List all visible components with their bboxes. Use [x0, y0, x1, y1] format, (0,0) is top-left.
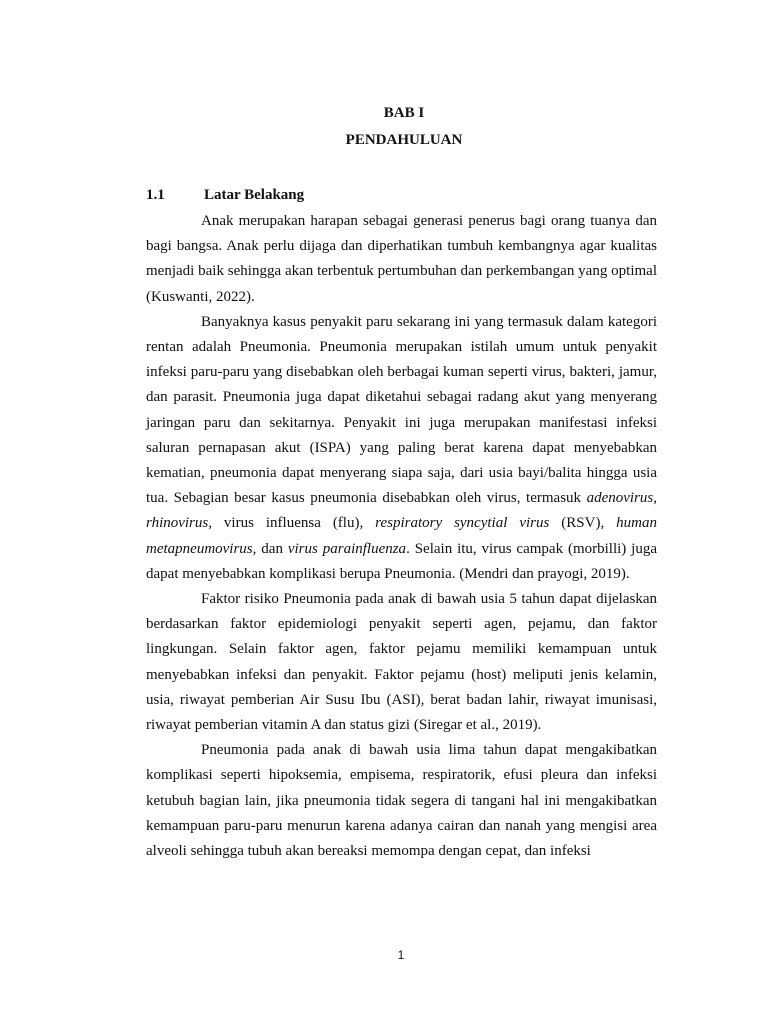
text-run: , — [653, 490, 657, 507]
italic-term: adenovirus — [586, 490, 654, 507]
chapter-title: PENDAHULUAN — [345, 132, 463, 148]
text-run: Pneumonia pada anak di bawah usia lima tahun dapat mengakibatkan komplikasi seperti hipoksemia, empisema, respiratorik, efusi pleura dan infeksi ketubuh bagian lain, jika pneumonia tidak segera di tangani hal ini mengakibatkan kemampuan paru-paru menurun karena adanya cairan dan nanah yang mengisi area alveoli sehingga tubuh akan bereaksi memompa dengan cepat, dan infeksi — [146, 742, 657, 860]
body-text — [146, 209, 657, 864]
italic-term: rhinovirus — [146, 515, 209, 532]
text-run: Faktor risiko Pneumonia pada anak di bawah usia 5 tahun dapat dijelaskan berdasarkan faktor epidemiologi penyakit seperti agen, pejamu, dan faktor lingkungan. Selain faktor agen, faktor pejamu memiliki kemampuan untuk menyebabkan infeksi dan penyakit. Faktor pejamu (host) meliputi jenis kelamin, usia, riwayat pemberian Air Susu Ibu (ASI), berat badan lahir, riwayat imunisasi, riwayat pemberian vitamin A dan status gizi (Siregar et al., 2019). — [146, 591, 657, 734]
italic-term: human metapneumovirus — [146, 515, 657, 557]
text-run: , virus influensa (flu), — [208, 515, 376, 532]
paragraph — [146, 310, 657, 587]
italic-term: virus parainfluenza — [287, 540, 407, 557]
paragraph — [146, 209, 657, 310]
text-run: Anak merupakan harapan sebagai generasi penerus bagi orang tuanya dan bagi bangsa. Anak perlu dijaga dan diperhatikan tumbuh kembangnya agar kualitas menjadi baik sehingga akan terbentuk pertumbuhan dan perkembangan yang optimal (Kuswanti, 2022). — [146, 213, 657, 305]
text-run: Banyaknya kasus penyakit paru sekarang ini yang termasuk dalam kategori rentan adalah Pneumonia. Pneumonia merupakan istilah umum untuk penyakit infeksi paru-paru yang disebabkan oleh berbagai kuman seperti virus, bakteri, jamur, dan parasit. Pneumonia juga dapat diketahui sebagai radang akut yang menyerang jaringan paru dan sekitarnya. Penyakit ini juga merupakan manifestasi infeksi saluran pernapasan akut (ISPA) yang paling berat karena dapat menyebabkan kematian, pneumonia dapat menyerang siapa saja, dari usia bayi/balita hingga usia tua. Sebagian besar kasus pneumonia disebabkan oleh virus, termasuk — [146, 313, 657, 507]
text-run: . Selain itu, virus campak (morbilli) juga dapat menyebabkan komplikasi berupa Pneumonia. (Mendri dan prayogi, 2019). — [146, 540, 657, 582]
section-heading — [146, 187, 304, 204]
paragraph — [146, 738, 657, 864]
italic-term: respiratory syncytial virus — [375, 515, 550, 532]
section-title: Latar Belakang — [204, 187, 305, 203]
page-number: 1 — [397, 948, 405, 962]
chapter-label: BAB I — [383, 105, 425, 121]
text-run: (RSV), — [549, 515, 617, 532]
paragraph — [146, 587, 657, 738]
section-number: 1.1 — [146, 187, 165, 203]
text-run: , dan — [252, 540, 288, 557]
